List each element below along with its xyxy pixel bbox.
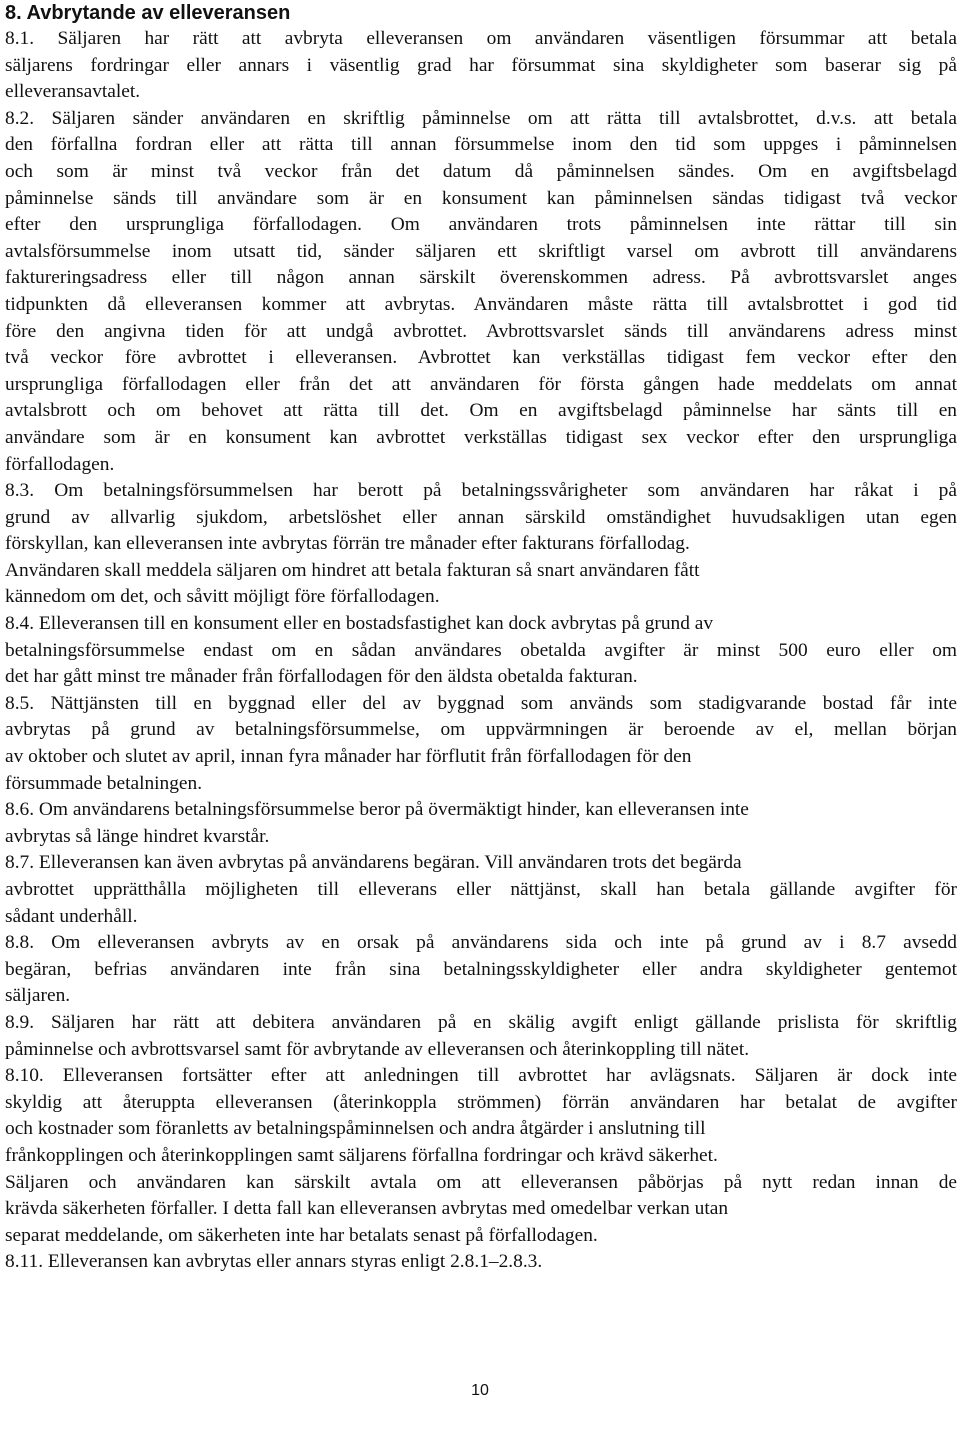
text-line: elleveransavtalet. [5,81,141,103]
text-line: och kostnader som föranletts av betalningspåminnelsen och andra åtgärder i anslutning till [5,1118,706,1140]
text-line: avtalsbrott och om behovet att rätta till det. Om en avgiftsbelagd påminnelse har sänts till en [5,400,957,422]
document-page [5,0,957,1276]
text-line: sådant underhåll. [5,905,138,927]
text-line: separat meddelande, om säkerheten inte har betalats senast på förfallodagen. [5,1224,598,1246]
text-line: ursprungliga förfallodagen eller från det att användaren för första gången hade meddelats om annat [5,373,957,395]
text-line: påminnelse och avbrottsvarsel samt för avbrytande av elleveransen och återinkoppling till nätet. [5,1038,750,1060]
text-line: frånkopplingen och återinkopplingen samt säljarens förfallna fordringar och krävd säkerhet. [5,1144,718,1166]
text-line: faktureringsadress eller till någon annan särskilt överenskommen adress. På avbrottsvarslet anges [5,267,957,289]
section-heading: 8. Avbrytande av elleveransen [5,2,291,24]
text-line: användare som är en konsument kan avbrottet verkställas tidigast sex veckor efter den ursprungliga [5,426,957,448]
text-line: 8.6. Om användarens betalningsförsummelse beror på övermäktigt hinder, kan elleveransen inte [5,799,749,821]
text-line: 8.7. Elleveransen kan även avbrytas på användarens begäran. Vill användaren trots det begärda [5,852,742,874]
paragraph [5,850,957,930]
paragraph [5,1010,957,1063]
text-line: skyldig att återuppta elleveransen (återinkoppla strömmen) förrän användaren har betalat de avgifter [5,1091,957,1113]
text-line: före den angivna tiden för att undgå avbrottet. Avbrottsvarslet sänds till användarens adress minst [5,320,957,342]
text-line: förfallodagen. [5,453,115,475]
text-line: påminnelse sänds till användare som är en konsument kan påminnelsen sändas tidigast två veckor [5,187,957,209]
text-line: 8.11. Elleveransen kan avbrytas eller annars styras enligt 2.8.1–2.8.3. [5,1251,543,1273]
text-line: två veckor före avbrottet i elleveransen. Avbrottet kan verkställas tidigast fem veckor efter den [5,347,957,369]
text-line: begäran, befrias användaren inte från sina betalningsskyldigheter eller andra skyldigheter gentemot [5,958,957,980]
paragraph [5,106,957,478]
paragraph [5,611,957,691]
text-line: 8.9. Säljaren har rätt att debitera användaren på en skälig avgift enligt gällande prislista för skriftlig [5,1011,957,1033]
text-line: 8.2. Säljaren sänder användaren en skriftlig påminnelse om att rätta till avtalsbrottet, d.v.s. att betala [5,107,957,129]
text-line: 8.8. Om elleveransen avbryts av en orsak på användarens sida och inte på grund av i 8.7 avsedd [5,932,957,954]
section-list [5,26,957,1276]
text-line: grund av allvarlig sjukdom, arbetslöshet eller annan särskild omständighet huvudsakligen utan egen [5,506,957,528]
paragraph [5,26,957,106]
text-line: krävda säkerheten förfaller. I detta fall kan elleveransen avbrytas med omedelbar verkan utan [5,1198,729,1220]
text-line: avbrytas på grund av betalningsförsummelse, om uppvärmningen är beroende av el, mellan början [5,719,957,741]
text-line: avtalsförsummelse inom utsatt tid, sänder säljaren ett skriftligt varsel om avbrott till användarens [5,240,957,262]
text-line: avbrytas så länge hindret kvarstår. [5,825,270,847]
text-line: säljaren. [5,985,71,1007]
text-line: Säljaren och användaren kan särskilt avtala om att elleveransen påbörjas på nytt redan innan de [5,1171,957,1193]
text-line: den förfallna fordran eller att rätta till annan försummelse inom den tid som uppges i påminnelsen [5,134,957,156]
text-line: 8.4. Elleveransen till en konsument eller en bostadsfastighet kan dock avbrytas på grund av [5,613,714,635]
paragraph [5,478,957,611]
text-line: kännedom om det, och såvitt möjligt före förfallodagen. [5,586,440,608]
paragraph [5,930,957,1010]
text-line: 8.1. Säljaren har rätt att avbryta elleveransen om användaren väsentligen försummar att betala [5,28,957,49]
text-line: av oktober och slutet av april, innan fyra månader har förflutit från förfallodagen för den [5,746,692,768]
text-line: säljarens fordringar eller annars i väsentlig grad har försummat sina skyldigheter som baserar sig på [5,54,957,76]
text-line: förskyllan, kan elleveransen inte avbrytas förrän tre månader efter fakturans förfallodag. [5,533,690,555]
text-line: 8.5. Nättjänsten till en byggnad eller del av byggnad som används som stadigvarande bostad får inte [5,692,957,714]
text-line: försummade betalningen. [5,772,203,794]
text-line: 8.3. Om betalningsförsummelsen har berott på betalningssvårigheter som användaren har råkat i på [5,480,957,502]
paragraph [5,691,957,797]
paragraph [5,797,957,850]
text-line: betalningsförsummelse endast om en sådan användares obetalda avgifter är minst 500 euro eller om [5,639,957,661]
paragraph [5,1063,957,1249]
text-line: 8.10. Elleveransen fortsätter efter att anledningen till avbrottet har avlägsnats. Säljaren är dock inte [5,1065,957,1087]
text-line: avbrottet upprätthålla möjligheten till elleverans eller nättjänst, skall han betala gällande avgifter för [5,879,957,900]
text-line: det har gått minst tre månader från förfallodagen för den äldsta obetalda fakturan. [5,666,638,688]
paragraph [5,1249,957,1276]
text-line: Användaren skall meddela säljaren om hindret att betala fakturan så snart användaren fått [5,559,700,581]
text-line: efter den ursprungliga förfallodagen. Om användaren trots påminnelsen inte rättar till sin [5,214,957,236]
page-number: 10 [471,1382,489,1399]
text-line: och som är minst två veckor från det datum då påminnelsen sändes. Om en avgiftsbelagd [5,160,957,182]
text-line: tidpunkten då elleveransen kommer att avbrytas. Användaren måste rätta till avtalsbrottet i god tid [5,293,957,315]
